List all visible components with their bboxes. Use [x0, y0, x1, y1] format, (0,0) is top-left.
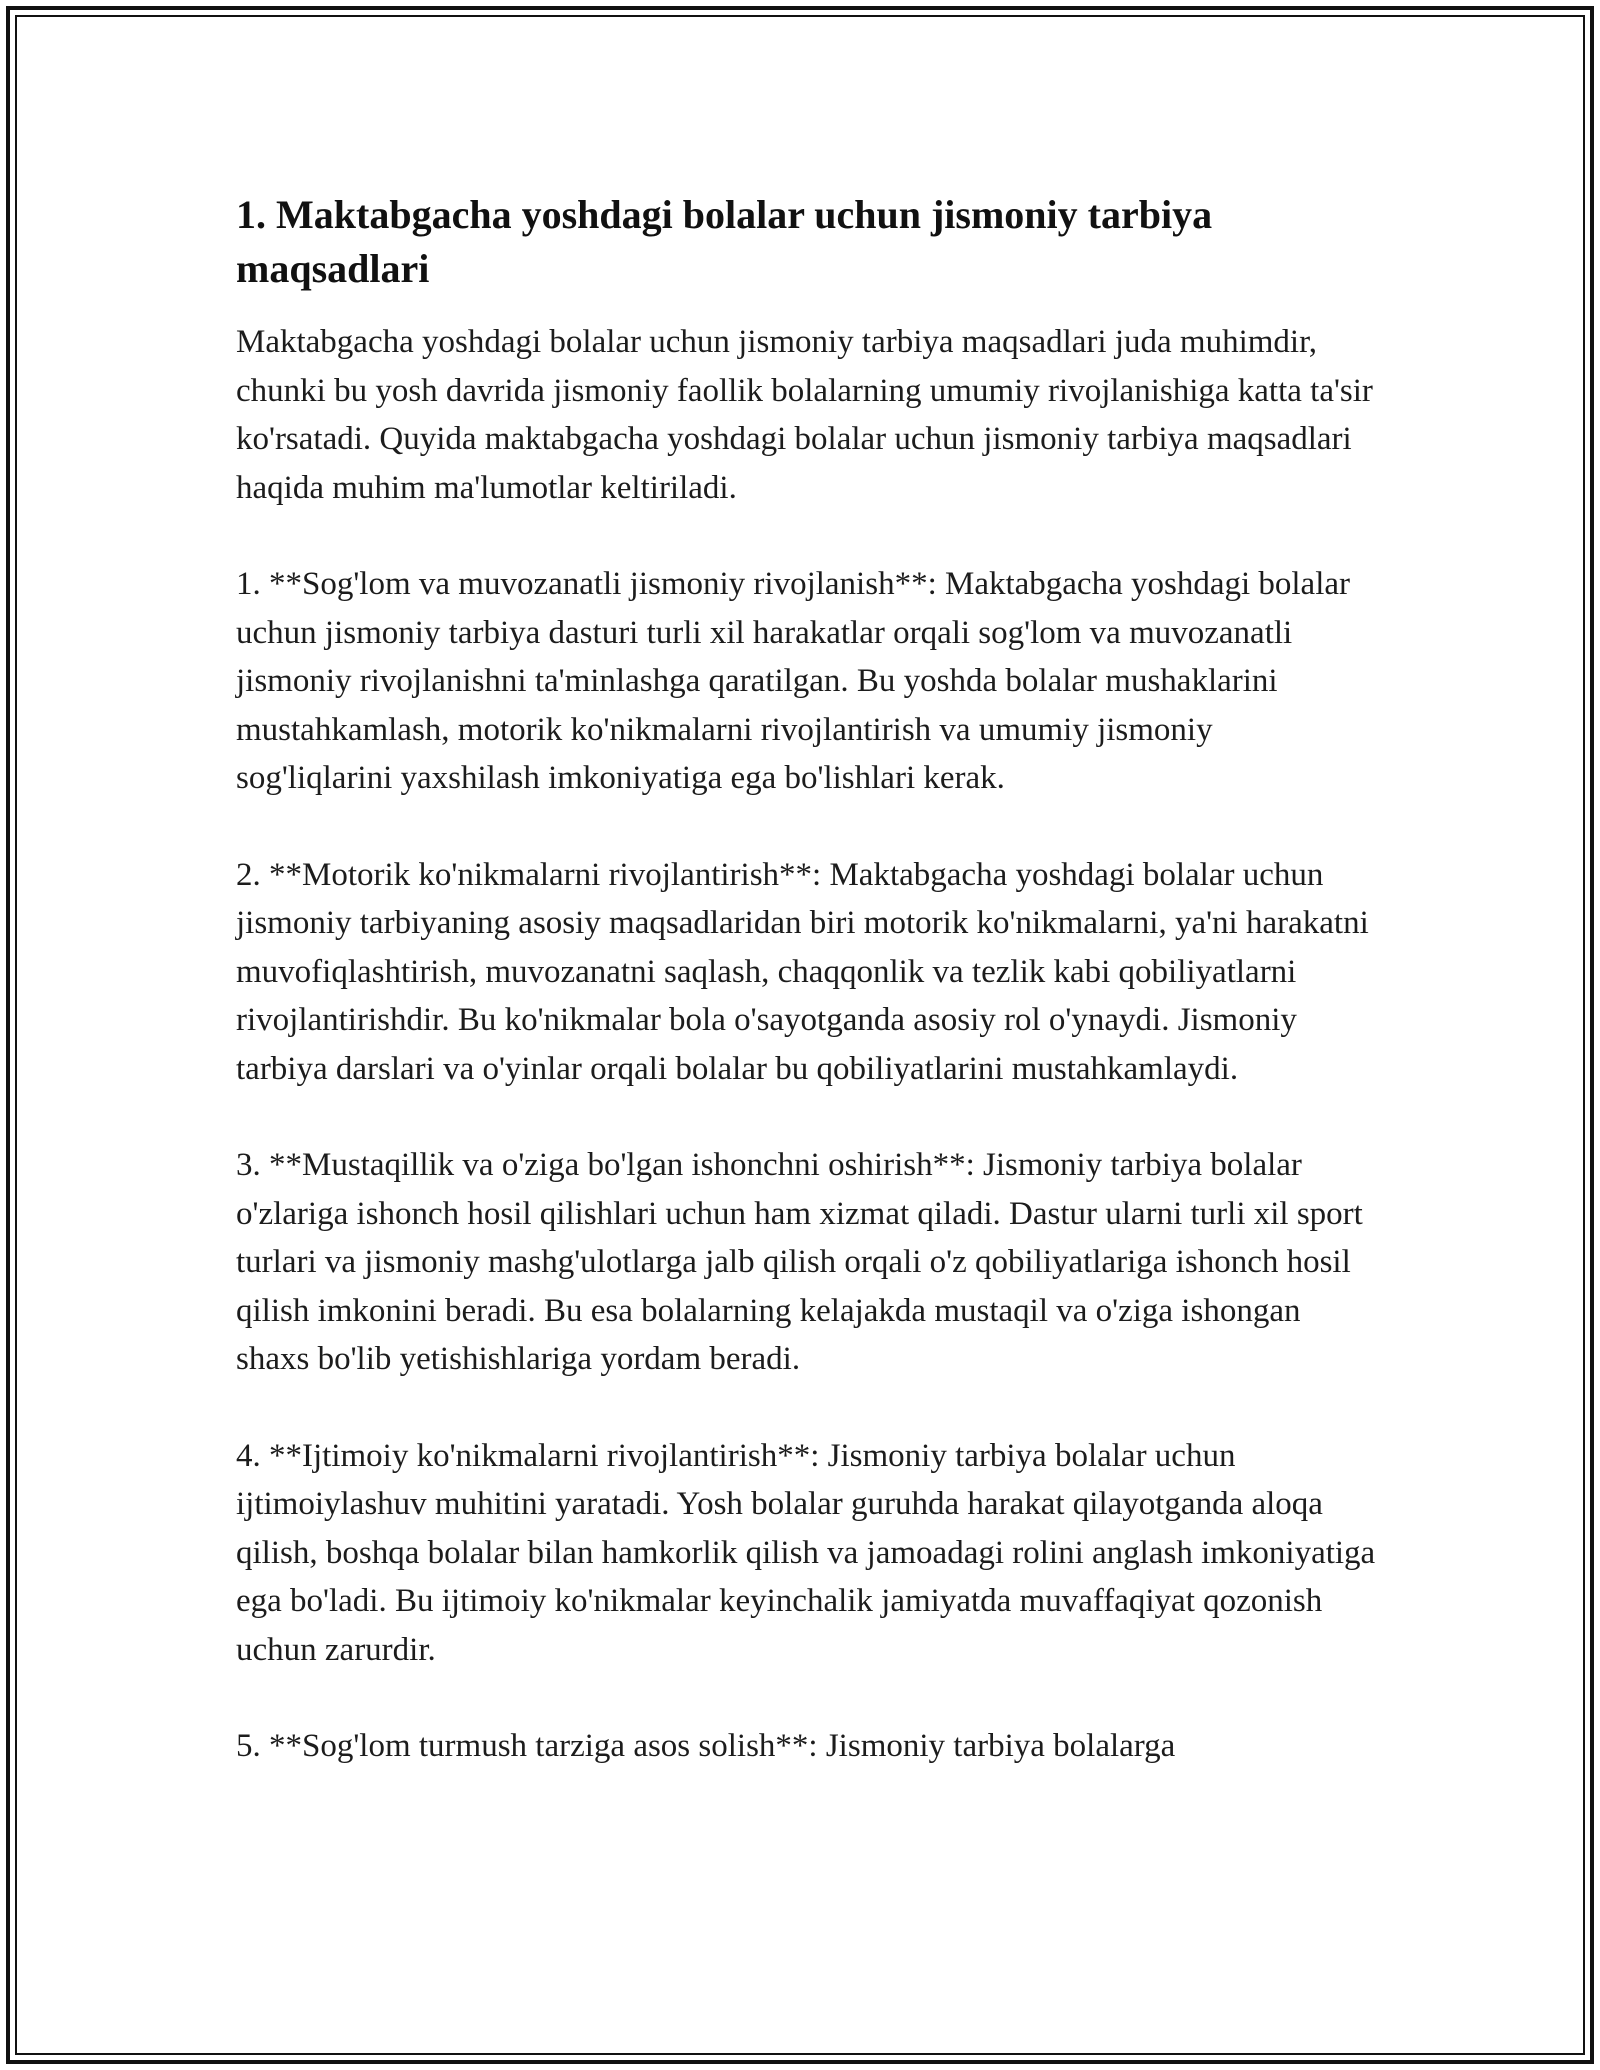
- document-title: 1. Maktabgacha yoshdagi bolalar uchun jismoniy tarbiya maqsadlari: [236, 192, 1213, 291]
- paragraph-item-5: 5. **Sog'lom turmush tarziga asos solish**: Jismoniy tarbiya bolalarga: [236, 1728, 1176, 1764]
- paragraph-item-1: 1. **Sog'lom va muvozanatli jismoniy rivojlanish**: Maktabgacha yoshdagi bolalar uchun jismoniy tarbiya dasturi turli xil harakatlar orqali sog'lom va muvozanatli jismoniy rivojlanishni ta'minlashga qaratilgan. Bu yoshda bolalar mushaklarini mustahkamlash, motorik ko'nikmalarni rivojlantirish va umumiy jismoniy sog'liqlarini yaxshilash imkoniyatiga ega bo'lishlari kerak.: [236, 566, 1351, 796]
- paragraph-item-4: 4. **Ijtimoiy ko'nikmalarni rivojlantirish**: Jismoniy tarbiya bolalar uchun ijtimoiylashuv muhitini yaratadi. Yosh bolalar guruhda harakat qilayotganda aloqa qilish, boshqa bolalar bilan hamkorlik qilish va jamoadagi rolini anglash imkoniyatiga ega bo'ladi. Bu ijtimoiy ko'nikmalar keyinchalik jamiyatda muvaffaqiyat qozonish uchun zarurdir.: [236, 1437, 1376, 1668]
- paragraph-item-3: 3. **Mustaqillik va o'ziga bo'lgan ishonchni oshirish**: Jismoniy tarbiya bolalar o'zlariga ishonch hosil qilishlari uchun ham xizmat qiladi. Dastur ularni turli xil sport turlari va jismoniy mashg'ulotlarga jalb qilish orqali o'z qobiliyatlariga ishonch hosil qilish imkonini beradi. Bu esa bolalarning kelajakda mustaqil va o'ziga ishongan shaxs bo'lib yetishishlariga yordam beradi.: [236, 1147, 1363, 1377]
- paragraph-item-2: 2. **Motorik ko'nikmalarni rivojlantirish**: Maktabgacha yoshdagi bolalar uchun jismoniy tarbiyaning asosiy maqsadlaridan biri motorik ko'nikmalarni, ya'ni harakatni muvofiqlashtirish, muvozanatni saqlash, chaqqonlik va tezlik kabi qobiliyatlarni rivojlantirishdir. Bu ko'nikmalar bola o'sayotganda asosiy rol o'ynaydi. Jismoniy tarbiya darslari va o'yinlar orqali bolalar bu qobiliyatlarini mustahkamlaydi.: [236, 856, 1369, 1087]
- intro-paragraph: Maktabgacha yoshdagi bolalar uchun jismoniy tarbiya maqsadlari juda muhimdir, chunki bu yosh davrida jismoniy faollik bolalarning umumiy rivojlanishiga katta ta'sir ko'rsatadi. Quyida maktabgacha yoshdagi bolalar uchun jismoniy tarbiya maqsadlari haqida muhim ma'lumotlar keltiriladi.: [236, 324, 1373, 506]
- document-body: [236, 188, 1376, 1771]
